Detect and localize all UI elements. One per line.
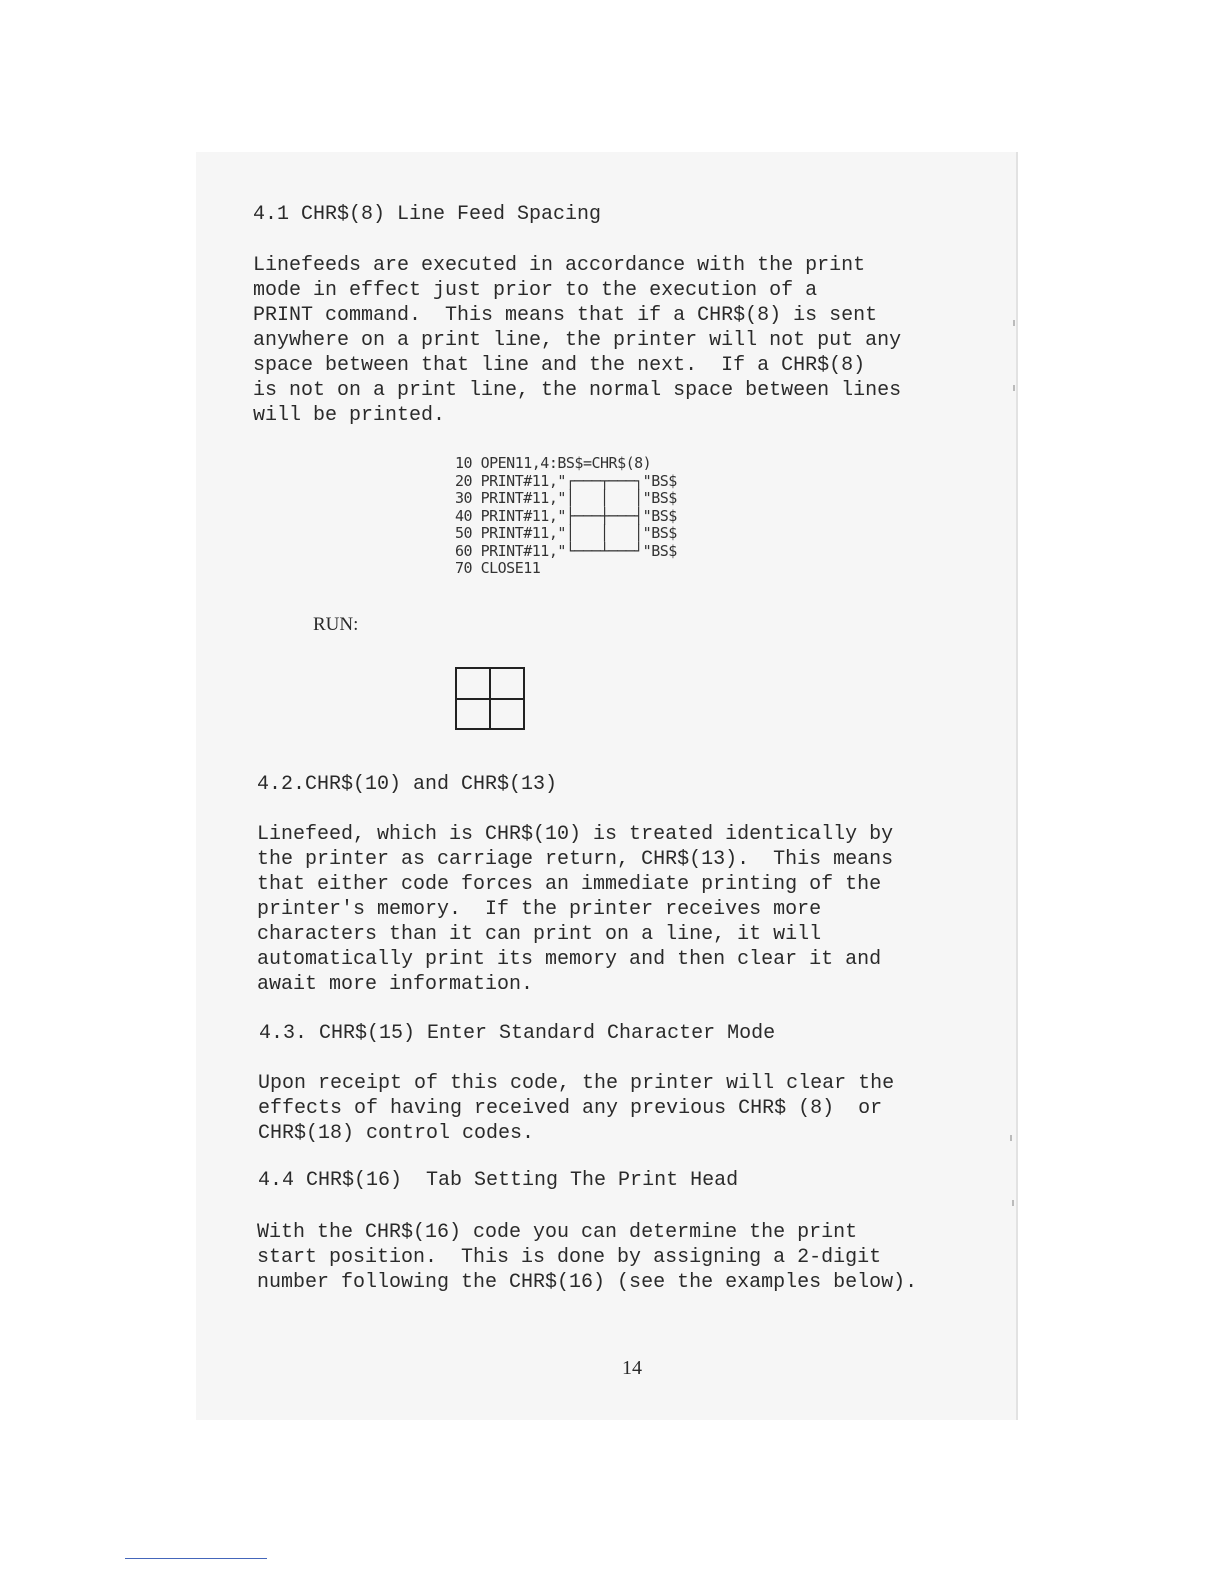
code-line: 50 PRINT#11,"│ │ │"BS$ — [455, 524, 677, 542]
section-paragraph-4-3: Upon receipt of this code, the printer will clear the effects of having received any previous CHR$ (8) or CHR$(18) control codes. — [258, 1072, 895, 1145]
scan-speck — [1013, 320, 1015, 326]
section-paragraph-4-1: Linefeeds are executed in accordance with the print mode in effect just prior to the execution of a PRINT command. This means that if a CHR$(8) is sent anywhere on a print line, the printer will not put any space between that line and the next. If a CHR$(8) is not on a print line, the normal space between lines will be printed. — [253, 254, 902, 427]
section-heading-4-3: 4.3. CHR$(15) Enter Standard Character Mode — [259, 1022, 776, 1045]
section-heading-4-1: 4.1 CHR$(8) Line Feed Spacing — [253, 203, 602, 226]
code-line: 10 OPEN11,4:BS$=CHR$(8) — [455, 454, 652, 472]
page-number: 14 — [622, 1357, 642, 1379]
code-line: 30 PRINT#11,"│ │ │"BS$ — [455, 489, 677, 507]
code-line: 70 CLOSE11 — [455, 559, 541, 577]
scan-speck — [1013, 385, 1015, 391]
scan-speck — [1012, 1200, 1014, 1206]
section-heading-4-2: 4.2.CHR$(10) and CHR$(13) — [257, 773, 558, 796]
section-paragraph-4-4: With the CHR$(16) code you can determine the print start position. This is done by assigning a 2-digit number following the CHR$(16) (see the examples below). — [257, 1221, 918, 1294]
footnote-rule — [125, 1558, 267, 1559]
section-heading-4-4: 4.4 CHR$(16) Tab Setting The Print Head — [258, 1169, 739, 1192]
code-line: 40 PRINT#11,"├───┼───┤"BS$ — [455, 506, 677, 525]
scan-speck — [1010, 1135, 1012, 1141]
code-line: 60 PRINT#11,"└───┴───┘"BS$ — [455, 541, 677, 560]
printed-box-output — [455, 667, 525, 730]
code-line: 20 PRINT#11,"┌───┬───┐"BS$ — [455, 471, 677, 490]
run-label: RUN: — [313, 614, 359, 635]
code-listing — [455, 455, 677, 578]
section-paragraph-4-2: Linefeed, which is CHR$(10) is treated identically by the printer as carriage return, CHR$(13). This means that either code forces an immediate printing of the printer's memory. If the printer receives more characters than it can print on a line, it will automatically print its memory and then clear it and await more information. — [257, 823, 894, 996]
